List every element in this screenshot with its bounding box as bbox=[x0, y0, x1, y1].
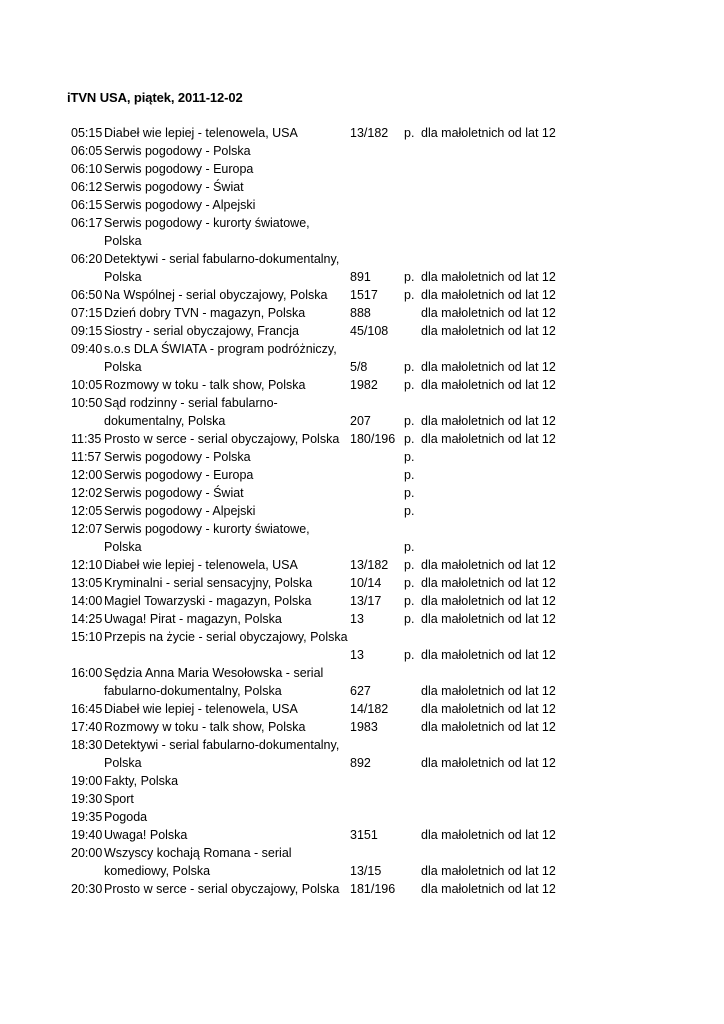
program-time: 14:00 bbox=[71, 594, 103, 608]
program-episode: 13/182 bbox=[350, 558, 389, 572]
program-time: 05:15 bbox=[71, 126, 103, 140]
program-row bbox=[0, 700, 724, 718]
program-title-line2: Polska bbox=[104, 360, 142, 374]
program-row bbox=[0, 826, 724, 844]
program-title-line2: dokumentalny, Polska bbox=[104, 414, 226, 428]
program-age-rating: dla małoletnich od lat 12 bbox=[421, 828, 556, 842]
program-time: 12:00 bbox=[71, 468, 103, 482]
program-age-rating: dla małoletnich od lat 12 bbox=[421, 864, 556, 878]
program-time: 12:10 bbox=[71, 558, 103, 572]
program-episode: 13/15 bbox=[350, 864, 382, 878]
program-mark: p. bbox=[404, 558, 415, 572]
program-title: Serwis pogodowy - Świat bbox=[104, 486, 244, 500]
program-mark: p. bbox=[404, 378, 415, 392]
program-mark: p. bbox=[404, 576, 415, 590]
program-mark: p. bbox=[404, 432, 415, 446]
program-time: 16:00 bbox=[71, 666, 103, 680]
program-time: 09:15 bbox=[71, 324, 103, 338]
program-episode: 45/108 bbox=[350, 324, 389, 338]
program-row bbox=[0, 664, 724, 700]
program-time: 12:05 bbox=[71, 504, 103, 518]
program-episode: 13 bbox=[350, 648, 364, 662]
program-time: 14:25 bbox=[71, 612, 103, 626]
program-time: 13:05 bbox=[71, 576, 103, 590]
program-time: 11:35 bbox=[71, 432, 102, 446]
program-time: 19:30 bbox=[71, 792, 103, 806]
program-row bbox=[0, 394, 724, 430]
program-mark: p. bbox=[404, 648, 415, 662]
program-title: Serwis pogodowy - Polska bbox=[104, 450, 251, 464]
program-episode: 207 bbox=[350, 414, 371, 428]
program-row bbox=[0, 556, 724, 574]
program-title: Uwaga! Polska bbox=[104, 828, 188, 842]
program-row bbox=[0, 250, 724, 286]
program-episode: 180/196 bbox=[350, 432, 396, 446]
program-age-rating: dla małoletnich od lat 12 bbox=[421, 648, 556, 662]
program-mark: p. bbox=[404, 414, 415, 428]
program-episode: 891 bbox=[350, 270, 371, 284]
program-row bbox=[0, 124, 724, 142]
program-title: Serwis pogodowy - Alpejski bbox=[104, 504, 256, 518]
program-title: Diabeł wie lepiej - telenowela, USA bbox=[104, 702, 298, 716]
program-row bbox=[0, 718, 724, 736]
program-title: Diabeł wie lepiej - telenowela, USA bbox=[104, 558, 298, 572]
program-age-rating: dla małoletnich od lat 12 bbox=[421, 576, 556, 590]
program-episode: 627 bbox=[350, 684, 371, 698]
program-age-rating: dla małoletnich od lat 12 bbox=[421, 288, 556, 302]
program-row bbox=[0, 214, 724, 248]
program-time: 19:00 bbox=[71, 774, 103, 788]
program-time: 07:15 bbox=[71, 306, 103, 320]
program-row bbox=[0, 448, 724, 466]
program-row bbox=[0, 628, 724, 664]
program-title: Serwis pogodowy - Polska bbox=[104, 144, 251, 158]
program-episode: 13/182 bbox=[350, 126, 389, 140]
program-time: 06:10 bbox=[71, 162, 103, 176]
program-time: 10:50 bbox=[71, 396, 103, 410]
program-time: 15:10 bbox=[71, 630, 103, 644]
program-time: 20:30 bbox=[71, 882, 103, 896]
program-age-rating: dla małoletnich od lat 12 bbox=[421, 882, 556, 896]
program-time: 17:40 bbox=[71, 720, 103, 734]
program-title: Sąd rodzinny - serial fabularno- bbox=[104, 396, 278, 410]
program-title: Siostry - serial obyczajowy, Francja bbox=[104, 324, 299, 338]
program-time: 06:17 bbox=[71, 216, 103, 230]
program-episode: 10/14 bbox=[350, 576, 382, 590]
program-title-line2: Polska bbox=[104, 270, 142, 284]
program-age-rating: dla małoletnich od lat 12 bbox=[421, 432, 556, 446]
program-row bbox=[0, 844, 724, 880]
program-age-rating: dla małoletnich od lat 12 bbox=[421, 612, 556, 626]
program-mark: p. bbox=[404, 594, 415, 608]
program-title-line2: komediowy, Polska bbox=[104, 864, 211, 878]
program-episode: 13 bbox=[350, 612, 364, 626]
program-title: Przepis na życie - serial obyczajowy, Polska bbox=[104, 630, 348, 644]
program-episode: 14/182 bbox=[350, 702, 389, 716]
program-title: Dzień dobry TVN - magazyn, Polska bbox=[104, 306, 306, 320]
program-row bbox=[0, 376, 724, 394]
program-schedule bbox=[0, 124, 724, 898]
program-title: Na Wspólnej - serial obyczajowy, Polska bbox=[104, 288, 328, 302]
program-title: Rozmowy w toku - talk show, Polska bbox=[104, 378, 306, 392]
program-time: 09:40 bbox=[71, 342, 103, 356]
program-time: 19:35 bbox=[71, 810, 103, 824]
program-age-rating: dla małoletnich od lat 12 bbox=[421, 702, 556, 716]
program-title: Serwis pogodowy - kurorty światowe, Polska bbox=[104, 216, 310, 248]
program-age-rating: dla małoletnich od lat 12 bbox=[421, 558, 556, 572]
program-title: Serwis pogodowy - Europa bbox=[104, 468, 254, 482]
program-time: 12:07 bbox=[71, 522, 103, 536]
program-row bbox=[0, 880, 724, 898]
program-row bbox=[0, 502, 724, 520]
program-episode: 1983 bbox=[350, 720, 378, 734]
program-row bbox=[0, 808, 724, 826]
program-mark: p. bbox=[404, 450, 415, 464]
program-row bbox=[0, 610, 724, 628]
program-title: Serwis pogodowy - Europa bbox=[104, 162, 254, 176]
program-mark: p. bbox=[404, 486, 415, 500]
program-age-rating: dla małoletnich od lat 12 bbox=[421, 360, 556, 374]
program-title: s.o.s DLA ŚWIATA - program podróżniczy, bbox=[104, 342, 337, 356]
program-age-rating: dla małoletnich od lat 12 bbox=[421, 414, 556, 428]
program-time: 10:05 bbox=[71, 378, 103, 392]
program-row bbox=[0, 466, 724, 484]
program-episode: 1982 bbox=[350, 378, 378, 392]
program-row bbox=[0, 520, 724, 556]
program-title: Pogoda bbox=[104, 810, 148, 824]
program-mark: p. bbox=[404, 540, 415, 554]
program-title: Detektywi - serial fabularno-dokumentalny, bbox=[104, 252, 340, 266]
program-title: Detektywi - serial fabularno-dokumentalny, bbox=[104, 738, 340, 752]
program-age-rating: dla małoletnich od lat 12 bbox=[421, 324, 556, 338]
program-time: 06:05 bbox=[71, 144, 103, 158]
program-time: 06:15 bbox=[71, 198, 103, 212]
program-time: 19:40 bbox=[71, 828, 103, 842]
program-row bbox=[0, 178, 724, 196]
program-title: Sport bbox=[104, 792, 134, 806]
program-mark: p. bbox=[404, 360, 415, 374]
program-title: Serwis pogodowy - Alpejski bbox=[104, 198, 256, 212]
program-title: Prosto w serce - serial obyczajowy, Polska bbox=[104, 432, 340, 446]
program-title: Kryminalni - serial sensacyjny, Polska bbox=[104, 576, 313, 590]
program-time: 18:30 bbox=[71, 738, 103, 752]
program-title: Serwis pogodowy - kurorty światowe, Polska bbox=[104, 522, 310, 554]
program-row bbox=[0, 736, 724, 772]
program-row bbox=[0, 592, 724, 610]
program-age-rating: dla małoletnich od lat 12 bbox=[421, 306, 556, 320]
program-age-rating: dla małoletnich od lat 12 bbox=[421, 684, 556, 698]
program-age-rating: dla małoletnich od lat 12 bbox=[421, 126, 556, 140]
program-time: 16:45 bbox=[71, 702, 103, 716]
program-episode: 888 bbox=[350, 306, 371, 320]
program-title: Rozmowy w toku - talk show, Polska bbox=[104, 720, 306, 734]
program-age-rating: dla małoletnich od lat 12 bbox=[421, 720, 556, 734]
program-row bbox=[0, 790, 724, 808]
program-episode: 892 bbox=[350, 756, 371, 770]
program-episode: 13/17 bbox=[350, 594, 382, 608]
program-episode: 3151 bbox=[350, 828, 378, 842]
program-row bbox=[0, 772, 724, 790]
program-title: Wszyscy kochają Romana - serial bbox=[104, 846, 292, 860]
program-episode: 181/196 bbox=[350, 882, 396, 896]
program-title: Uwaga! Pirat - magazyn, Polska bbox=[104, 612, 282, 626]
program-title: Magiel Towarzyski - magazyn, Polska bbox=[104, 594, 312, 608]
program-age-rating: dla małoletnich od lat 12 bbox=[421, 378, 556, 392]
program-time: 12:02 bbox=[71, 486, 103, 500]
program-age-rating: dla małoletnich od lat 12 bbox=[421, 270, 556, 284]
program-time: 06:12 bbox=[71, 180, 103, 194]
program-row bbox=[0, 196, 724, 214]
program-title-line2: Polska bbox=[104, 756, 142, 770]
program-time: 11:57 bbox=[71, 450, 102, 464]
program-mark: p. bbox=[404, 468, 415, 482]
program-age-rating: dla małoletnich od lat 12 bbox=[421, 756, 556, 770]
program-row bbox=[0, 322, 724, 340]
page-title: iTVN USA, piątek, 2011-12-02 bbox=[67, 90, 243, 105]
program-title-line2: fabularno-dokumentalny, Polska bbox=[104, 684, 282, 698]
program-title: Prosto w serce - serial obyczajowy, Polska bbox=[104, 882, 340, 896]
program-row bbox=[0, 286, 724, 304]
program-row bbox=[0, 484, 724, 502]
program-mark: p. bbox=[404, 504, 415, 518]
program-time: 06:20 bbox=[71, 252, 103, 266]
program-mark: p. bbox=[404, 612, 415, 626]
program-row bbox=[0, 160, 724, 178]
program-age-rating: dla małoletnich od lat 12 bbox=[421, 594, 556, 608]
program-mark: p. bbox=[404, 126, 415, 140]
program-row bbox=[0, 142, 724, 160]
program-episode: 5/8 bbox=[350, 360, 368, 374]
program-title: Fakty, Polska bbox=[104, 774, 179, 788]
program-episode: 1517 bbox=[350, 288, 378, 302]
program-time: 06:50 bbox=[71, 288, 103, 302]
program-title: Diabeł wie lepiej - telenowela, USA bbox=[104, 126, 298, 140]
program-row bbox=[0, 304, 724, 322]
program-row bbox=[0, 574, 724, 592]
program-row bbox=[0, 430, 724, 448]
program-row bbox=[0, 340, 724, 376]
program-time: 20:00 bbox=[71, 846, 103, 860]
program-title: Sędzia Anna Maria Wesołowska - serial bbox=[104, 666, 324, 680]
program-mark: p. bbox=[404, 270, 415, 284]
program-mark: p. bbox=[404, 288, 415, 302]
program-title: Serwis pogodowy - Świat bbox=[104, 180, 244, 194]
